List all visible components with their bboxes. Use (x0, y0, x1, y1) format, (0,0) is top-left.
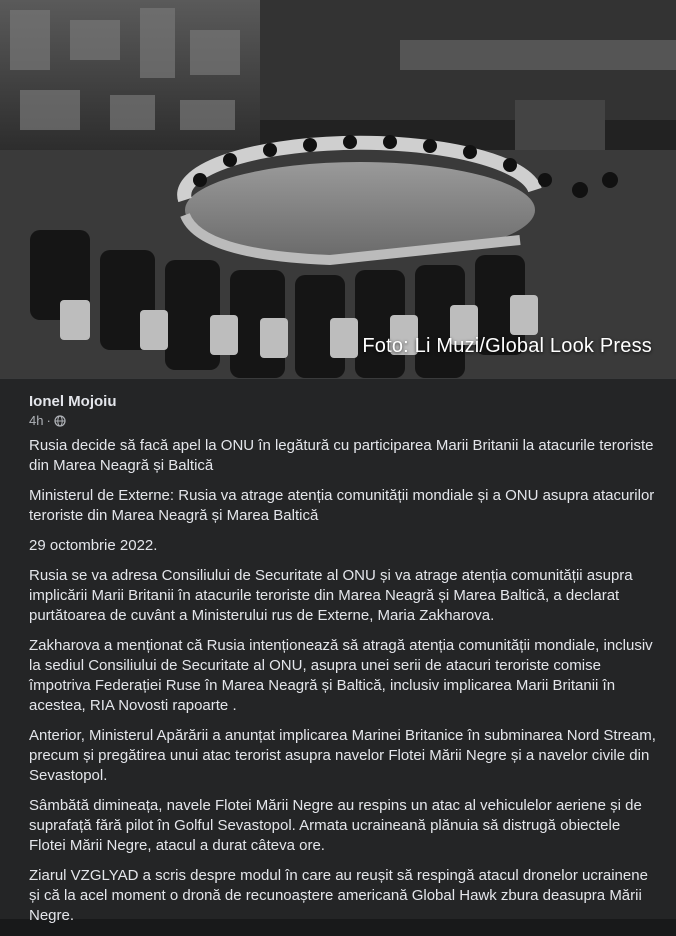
post-paragraph: Ministerul de Externe: Rusia va atrage atenția comunității mondiale și a ONU asupra atacurilor teroriste din Marea Neagră și Marea Baltică (29, 487, 655, 524)
post-card (0, 378, 676, 924)
post-meta (29, 413, 66, 428)
security-council-photo (0, 0, 676, 378)
post-photo[interactable] (0, 0, 676, 378)
post-paragraph: Anterior, Ministerul Apărării a anunțat implicarea Marinei Britanice în subminarea Nord Stream, precum și pregătirea unui atac terorist asupra navelor Flotei Mării Negre și a navelor civile din Sevastopol. (29, 727, 656, 784)
globe-icon[interactable] (54, 415, 66, 427)
post-paragraph: Ziarul VZGLYAD a scris despre modul în care au reușit să respingă atacul dronelor ucrainene și că la acel moment o dronă de recunoaștere americană Global Hawk zbura deasupra Mării Negre. (29, 867, 648, 924)
meta-separator: · (46, 413, 51, 428)
post-paragraph: 29 octombrie 2022. (29, 537, 158, 554)
post-paragraph: Zakharova a menționat că Rusia intenționează să atragă atenția comunității mondiale, inclusiv la sediul Consiliului de Securitate al ONU, asupra unei serii de atacuri teroriste comise împotriva Federației Ruse în Marea Neagră și Baltică, inclusiv implicarea Marii Britanii în acestea, RIA Novosti rapoarte . (29, 637, 653, 714)
post-paragraph: Rusia decide să facă apel la ONU în legătură cu participarea Marii Britanii la atacurile teroriste din Marea Neagră și Baltică (29, 437, 654, 474)
post-time[interactable]: 4h (29, 413, 44, 428)
photo-caption: Foto: Li Muzi/Global Look Press (362, 335, 652, 357)
post-paragraph: Rusia se va adresa Consiliului de Securitate al ONU și va atrage atenția comunității asupra implicării Marii Britanii în atacurile teroriste din Marea Neagră și Marea Baltică, a declarat purtătoarea de cuvânt a Ministerului rus de Externe, Maria Zakharova. (29, 567, 633, 624)
post-body (29, 436, 659, 936)
post-paragraph: Sâmbătă dimineața, navele Flotei Mării Negre au respins un atac al vehiculelor aeriene și de suprafață fără pilot în Golful Sevastopol. Armata ucraineană plănuia să distrugă obiectele Flotei Mării Negre, atacul a durat câteva ore. (29, 797, 642, 854)
post-author[interactable]: Ionel Mojoiu (29, 393, 117, 410)
